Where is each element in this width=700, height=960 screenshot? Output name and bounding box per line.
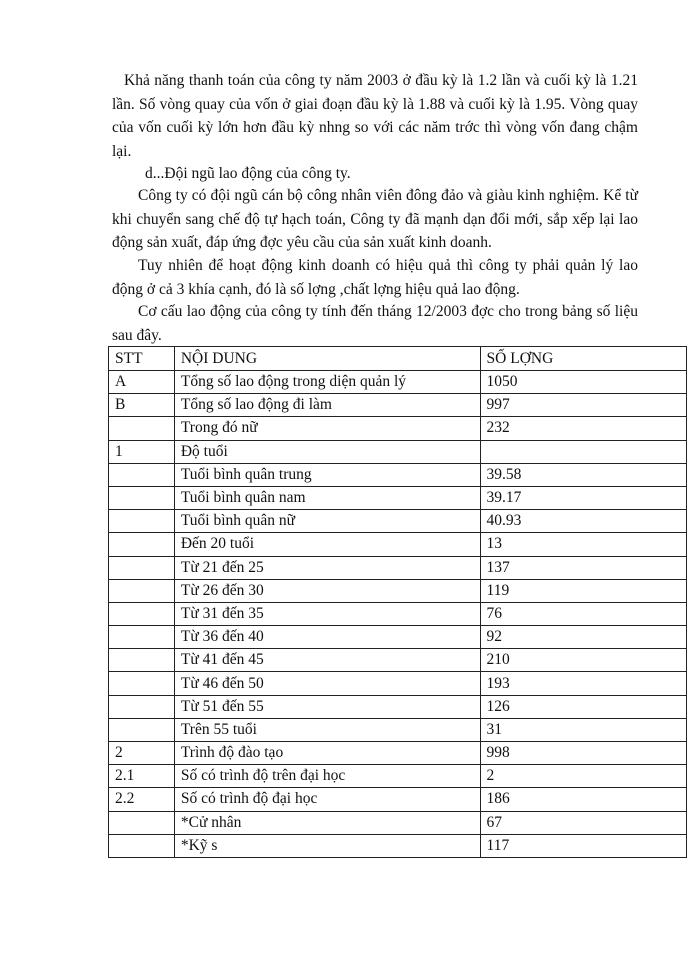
cell-stt: [109, 626, 175, 649]
table-row: [109, 626, 687, 649]
cell-quantity: 232: [480, 417, 686, 440]
cell-content: Trên 55 tuổi: [174, 718, 480, 741]
table-row: [109, 579, 687, 602]
cell-quantity: 1050: [480, 371, 686, 394]
cell-content: Trong đó nữ: [174, 417, 480, 440]
cell-content: Tổng số lao động đi làm: [174, 394, 480, 417]
cell-stt: [109, 486, 175, 509]
cell-stt: [109, 533, 175, 556]
cell-quantity: [480, 440, 686, 463]
cell-quantity: 40.93: [480, 510, 686, 533]
paragraph-table-intro: Cơ cấu lao động của công ty tính đến tháng 12/2003 đợc cho trong bảng số liệu sau đây.: [112, 303, 638, 344]
cell-stt: [109, 602, 175, 625]
cell-content: Độ tuổi: [174, 440, 480, 463]
cell-stt: [109, 811, 175, 834]
cell-stt: 1: [109, 440, 175, 463]
cell-stt: [109, 510, 175, 533]
table-row: [109, 510, 687, 533]
cell-stt: [109, 417, 175, 440]
paragraph-payment-capacity: Khả năng thanh toán của công ty năm 2003 ở đầu kỳ là 1.2 lần và cuối kỳ là 1.21 lần. Số vòng quay của vốn ở giai đoạn đầu kỳ là 1.88 và cuối kỳ là 1.95. Vòng quay của vốn cuối kỳ lớn hơn đầu kỳ nhng so với các năm trớc thì vòng vốn đang chậm lại.: [112, 72, 638, 160]
cell-quantity: 31: [480, 718, 686, 741]
cell-content: Tuổi bình quân nam: [174, 486, 480, 509]
cell-quantity: 2: [480, 765, 686, 788]
table-row: [109, 394, 687, 417]
cell-quantity: 193: [480, 672, 686, 695]
cell-content: Từ 41 đến 45: [174, 649, 480, 672]
cell-content: *Cử nhân: [174, 811, 480, 834]
table-row: [109, 672, 687, 695]
cell-stt: A: [109, 371, 175, 394]
table-row: [109, 742, 687, 765]
cell-quantity: 186: [480, 788, 686, 811]
cell-quantity: 997: [480, 394, 686, 417]
cell-quantity: 39.58: [480, 463, 686, 486]
cell-quantity: 210: [480, 649, 686, 672]
header-stt: STT: [109, 347, 175, 371]
cell-stt: [109, 463, 175, 486]
header-content: NỘI DUNG: [174, 347, 480, 371]
cell-content: Từ 36 đến 40: [174, 626, 480, 649]
cell-quantity: 119: [480, 579, 686, 602]
table-row: [109, 695, 687, 718]
cell-content: Tuổi bình quân nữ: [174, 510, 480, 533]
cell-quantity: 67: [480, 811, 686, 834]
table-row: [109, 486, 687, 509]
cell-content: Đến 20 tuổi: [174, 533, 480, 556]
cell-content: Tổng số lao động trong diện quản lý: [174, 371, 480, 394]
cell-stt: B: [109, 394, 175, 417]
cell-quantity: 13: [480, 533, 686, 556]
paragraph-workforce-management: Tuy nhiên để hoạt động kinh doanh có hiệu quả thì công ty phải quản lý lao động ở cả 3 khía cạnh, đó là số lợng ,chất lợng hiệu quả lao động.: [112, 257, 638, 298]
paragraph-workforce-intro: Công ty có đội ngũ cán bộ công nhân viên đông đảo và giàu kinh nghiệm. Kể từ khi chuyển sang chế độ tự hạch toán, Công ty đã mạnh dạn đổi mới, sắp xếp lại lao động sản xuất, đáp ứng đợc yêu cầu của sản xuất kinh doanh.: [112, 187, 638, 251]
cell-stt: 2.1: [109, 765, 175, 788]
table-row: [109, 834, 687, 857]
cell-content: Số có trình độ đại học: [174, 788, 480, 811]
cell-content: Từ 21 đến 25: [174, 556, 480, 579]
table-row: [109, 556, 687, 579]
table-row: [109, 371, 687, 394]
table-row: [109, 533, 687, 556]
cell-stt: [109, 649, 175, 672]
cell-content: Từ 26 đến 30: [174, 579, 480, 602]
cell-stt: [109, 579, 175, 602]
cell-quantity: 39.17: [480, 486, 686, 509]
table-row: [109, 649, 687, 672]
cell-stt: [109, 672, 175, 695]
cell-content: Số có trình độ trên đại học: [174, 765, 480, 788]
cell-content: *Kỹ s: [174, 834, 480, 857]
table-row: [109, 788, 687, 811]
table-row: [109, 602, 687, 625]
cell-content: Từ 51 đến 55: [174, 695, 480, 718]
table-row: [109, 765, 687, 788]
table-row: [109, 811, 687, 834]
cell-stt: 2: [109, 742, 175, 765]
table-row: [109, 718, 687, 741]
cell-quantity: 76: [480, 602, 686, 625]
cell-quantity: 126: [480, 695, 686, 718]
cell-quantity: 998: [480, 742, 686, 765]
cell-stt: [109, 556, 175, 579]
section-heading-workforce: d...Đội ngũ lao động của công ty.: [145, 165, 351, 182]
cell-stt: [109, 718, 175, 741]
cell-content: Từ 31 đến 35: [174, 602, 480, 625]
cell-stt: 2.2: [109, 788, 175, 811]
table-header-row: [109, 347, 687, 371]
cell-content: Trình độ đào tạo: [174, 742, 480, 765]
header-quantity: SỐ LỢNG: [480, 347, 686, 371]
cell-stt: [109, 695, 175, 718]
cell-quantity: 117: [480, 834, 686, 857]
table-row: [109, 417, 687, 440]
cell-quantity: 137: [480, 556, 686, 579]
cell-content: Tuổi bình quân trung: [174, 463, 480, 486]
table-row: [109, 440, 687, 463]
labor-structure-table: [108, 346, 687, 858]
cell-quantity: 92: [480, 626, 686, 649]
cell-content: Từ 46 đến 50: [174, 672, 480, 695]
cell-stt: [109, 834, 175, 857]
table-row: [109, 463, 687, 486]
